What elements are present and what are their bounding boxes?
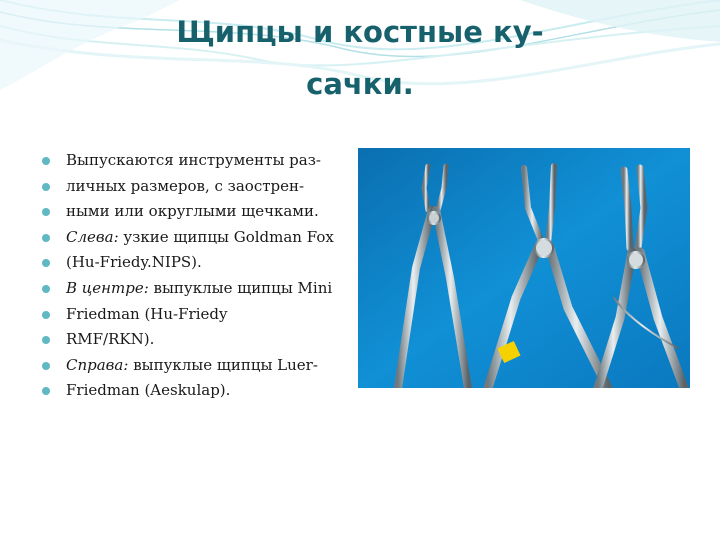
bullet-text: Выпускаются инструменты раз-: [66, 151, 321, 169]
bullet-item: [42, 327, 372, 353]
bullet-text: Friedman (Aeskulap).: [66, 381, 231, 400]
bullet-text: выпуклые щипцы Mini: [148, 278, 333, 297]
slide-title-line-1: Щипцы и костные ку-: [176, 15, 544, 49]
bullet-dot-icon: [42, 336, 50, 344]
bullet-item: [42, 276, 372, 302]
forceps-photo: [358, 148, 690, 388]
slide-title: [100, 6, 620, 110]
bullet-item: [42, 148, 372, 174]
bullet-lead: Слева:: [66, 227, 119, 246]
bullet-item: [42, 302, 372, 328]
bullet-dot-icon: [42, 387, 50, 395]
bullet-text: узкие щипцы Goldman Fox: [118, 227, 334, 246]
bullet-dot-icon: [42, 234, 50, 242]
bullet-text: ными или округлыми щечками.: [66, 202, 319, 221]
bullet-dot-icon: [42, 157, 50, 165]
bullet-item: [42, 378, 372, 404]
bullet-text: RMF/RKN).: [66, 330, 155, 349]
bullet-item: [42, 225, 372, 251]
bullet-item: [42, 353, 372, 379]
bullet-dot-icon: [42, 208, 50, 216]
bullet-list: [42, 148, 372, 404]
bullet-dot-icon: [42, 311, 50, 319]
bullet-text: личных размеров, с заострен-: [66, 176, 305, 195]
bullet-dot-icon: [42, 362, 50, 370]
bullet-dot-icon: [42, 285, 50, 293]
bullet-lead: Справа:: [66, 355, 129, 374]
bullet-item: [42, 250, 372, 276]
slide-title-line-2: сачки.: [306, 67, 414, 101]
bullet-item: [42, 199, 372, 225]
bullet-text: (Hu-Friedy.NIPS).: [66, 253, 202, 272]
bullet-item: [42, 174, 372, 200]
bullet-text: Friedman (Hu-Friedy: [66, 304, 228, 323]
bullet-dot-icon: [42, 183, 50, 191]
bullet-lead: В центре:: [66, 278, 149, 297]
bullet-dot-icon: [42, 259, 50, 267]
bullet-text: выпуклые щипцы Luer-: [128, 355, 318, 374]
